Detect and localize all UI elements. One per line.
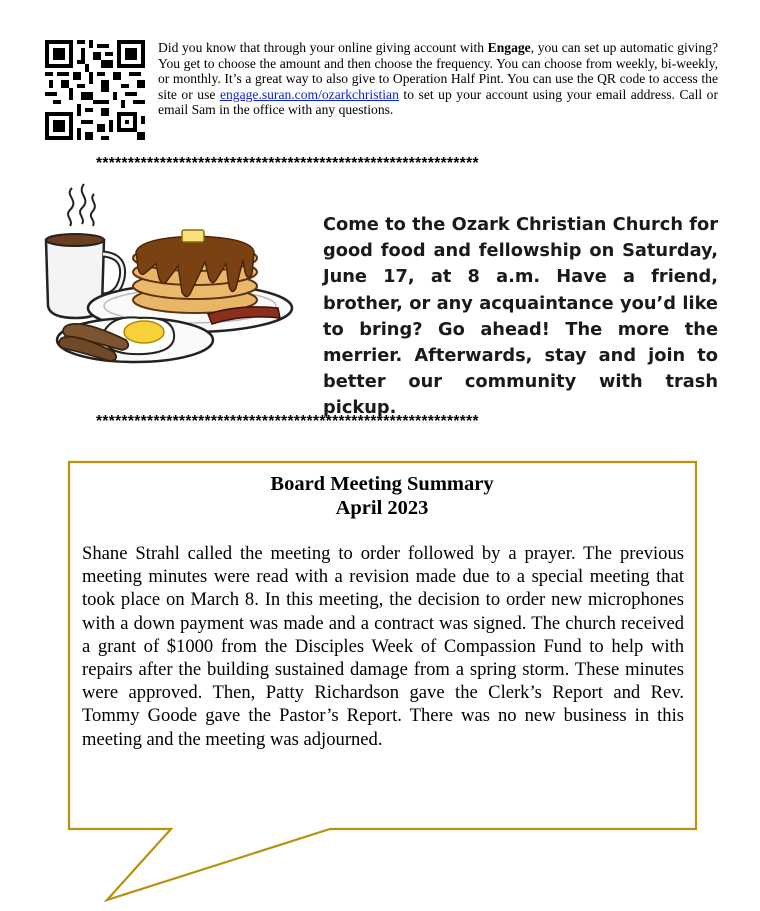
engage-brand: Engage: [487, 40, 531, 55]
giving-text-before: Did you know that through your online giving account with: [158, 40, 488, 55]
giving-text-middle: , you can set up automatic giving? You get to choose the amount and then choose the frequency. You can choose from weekly, bi-weekly, or monthly. It’s a great way to also give to Operation Half Pint. You can use the QR code to access the site or use: [158, 40, 718, 102]
board-meeting-heading: [72, 472, 692, 520]
engage-link[interactable]: engage.suran.com/ozarkchristian: [219, 86, 399, 102]
board-meeting-title: Board Meeting Summary: [270, 473, 494, 495]
pancake-breakfast-announcement: Come to the Ozark Christian Church for good food and fellowship on Saturday, June 17, at 8 a.m. Have a friend, brother, or any acquaintance you’d like to bring? Go ahead! The more the merrier. Afterwards, stay and join to better our community with trash pickup.: [323, 214, 718, 419]
divider-stars-top: ************************************************************: [96, 156, 479, 172]
board-meeting-summary-text: Shane Strahl called the meeting to order followed by a prayer. The previous meeting minutes were read with a revision made due to a special meeting that took place on March 8. In this meeting, the decision to order new microphones with a down payment was made and a contract was signed. The church received a grant of $1000 from the Disciples Week of Compassion Fund to help with repairs after the building sustained damage from a spring storm. These minutes were approved. Then, Patty Richardson gave the Clerk’s Report and Rev. Tommy Goode gave the Pastor’s Report. There was no new business in this meeting and the meeting was adjourned.: [82, 543, 684, 750]
giving-text-after: to set up your account using your email address. Call or email Sam in the office with any questions.: [158, 86, 718, 118]
divider-stars-bottom: ************************************************************: [96, 414, 479, 430]
board-meeting-date: April 2023: [335, 497, 429, 519]
